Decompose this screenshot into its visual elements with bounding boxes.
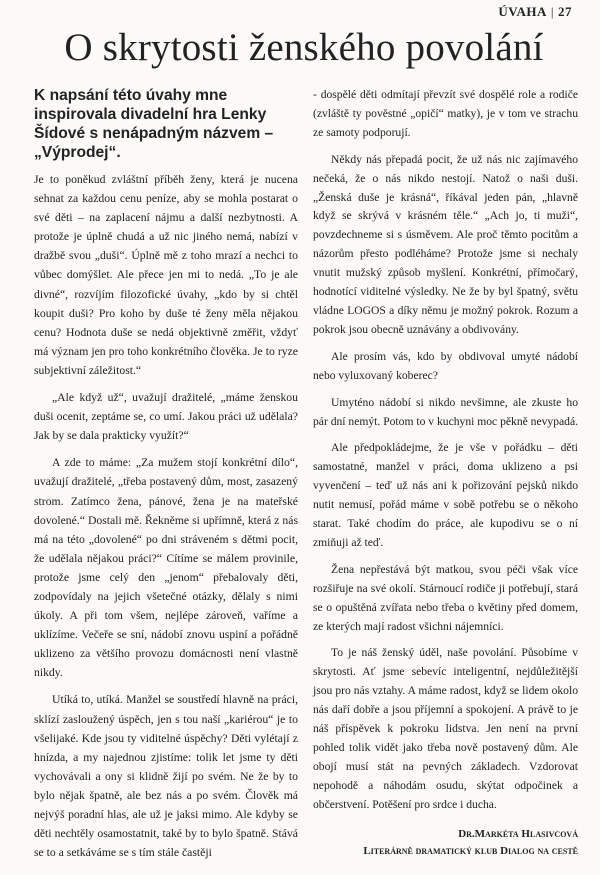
paragraph: Žena nepřestává být matkou, svou péči však více rozšiřuje na své okolí. Stárnoucí rodiče ji potřebují, stará se o opuštěná zvířata nebo třeba o květiny před domem, ze kterých mají radost všichni nájemníci. [313,562,578,633]
article-title: O skrytosti ženského povolání [64,26,544,69]
right-column [313,86,578,815]
paragraph: A zde to máme: „Za mužem stojí konkrétní dílo“, uvažují dražitelé, „třeba postavený dům, most, zasazený strom. Zatímco žena, pánové, žena je na mateřské dovolené.“ Dostali mě. Řekněme si upřímně, která z nás má na této „dovolené“ po dni stráveném s dětmi pocit, že udělala nějakou práci?“ Cítíme se málem provinile, protože jsme celý den „jenom“ přebalovaly děti, zodpovídaly na jejich všetečné otázky, dělaly s nimi úkoly. A při tom všem, nejlépe zároveň, vaříme a uklízíme. Večeře se sní, nádobí znovu uspiní a pořádně uklizeno za většího provozu domácnosti není vlastně nikdy. [34,456,298,680]
paragraph: Někdy nás přepadá pocit, že už nás nic zajímavého nečeká, že o nás nikdo nestojí. Natož o naši duši. „Ženská duše je krásná“, říkával jeden pán, „hlavně když se skrývá v krásném těle.“ „Ach jo, ti muži“, povzdechneme si s úsměvem. Ale proč těmto pocitům a názorům přesto podléháme? Protože jsme si nechaly vnutit mužský způsob myšlení. Konkrétní, přímočarý, hodnotící viditelné výsledky. Ne že by byl špatný, světu vládne LOGOS a díky němu je možný pokrok. Rozum a pokrok jsou obecně uznávány a obdivovány. [313,152,578,336]
article-intro: K napsání této úvahy mne inspirovala divadelní hra Lenky Šídové s nenápadným názvem – „Výprodej“. [34,87,274,161]
signature-block [313,826,578,860]
paragraph: Ale předpokládejme, že je vše v pořádku – děti samostatné, manžel v práci, doma uklizeno a psi vyvenčení – teď už nás ani k pořizování pejsků nikdo nutit nemusí, pořád máme v sobě potřebu se o někoho starat. Také chodím do práce, ale kupodivu se o ní zmiňuji až teď. [313,441,578,549]
paragraph: Ale prosím vás, kdo by obdivoval umyté nádobí nebo vyluxovaný koberec? [313,349,578,382]
section-label: ÚVAHA [498,4,547,19]
page-header [498,4,572,20]
paragraph: Utíká to, utíká. Manžel se soustředí hlavně na práci, sklízí zasloužený úspěch, jen s tou naší „kariérou“ je to všelijaké. Kde jsou ty viditelné úspěchy? Děti vylétají z hnízda, a my najednou zjistíme: tolik let jsme ty děti vychovávali a ony si klidně žijí po svém. Ne že by to bylo nějak špatně, ale bez nás a po svém. Člověk má nejvýš poradní hlas, ale už je jaksi mimo. Ale kdyby se děti nechtěly osamostatnit, také by to bylo špatně. Stává se to a setkáváme se s tím stále častěji [34,693,298,860]
paragraph: - dospělé děti odmítají převzít své dospělé role a rodiče (zvláště ty pověstné „opičí“ matky), je v tom ve strachu ze samoty podporují. [313,88,578,139]
header-separator: | [550,4,554,19]
paragraph: Je to poněkud zvláštní příběh ženy, která je nucena sehnat za každou cenu peníze, aby se mohla postarat o své děti – na zaplacení nájmu a další nezbytnosti. A protože je úplně chudá a už nic jiného nemá, nabízí v dražbě svou „duši“. Úplně mě z toho mrazí a nechci to vůbec domýšlet. Ale přece jen mi to nedá. „To je ale divné“, rozvíjím filozofické úvahy, „kdo by si chtěl koupit duši? Pro koho by duše té ženy měla nějakou cenu? Hodnota duše se nedá objektivně změřit, vždyť má význam jen pro toho konkrétního člověka. Je to ryze subjektivní záležitost.“ [34,173,298,377]
left-column [34,86,298,862]
author-name: Dr.Markéta Hlasivcová [458,828,578,840]
paragraph: „Ale když už“, uvažují dražitelé, „máme ženskou duši ocenit, zeptáme se, co umí. Jakou práci už udělala? Jak by se dala prakticky využít?“ [34,391,298,443]
paragraph: To je náš ženský úděl, naše povolání. Působíme v skrytosti. Ať jsme sebevíc inteligentní, nejdůležitější jsou pro nás vztahy. A máme radost, když se lidem okolo nás daří dobře a jsou příjemní a spokojení. A právě to je náš příspěvek k pokroku lidstva. Jen není na první pohled tolik vidět jako třeba nově postavený dům. Ale obojí musí stát na pevných základech. Vzdorovat nepohodě a náhodám osudu, skýtat odpočinek a občerstvení. Potěšení pro srdce i ducha. [313,646,578,811]
paragraph: Umyténo nádobí si nikdo nevšimne, ale zkuste ho pár dní nemýt. Potom to v kuchyni moc pěkně nevypadá. [313,395,578,428]
author-organization: Literárně dramatický klub Dialog na cestě [363,845,578,857]
page-number: 27 [558,4,572,19]
